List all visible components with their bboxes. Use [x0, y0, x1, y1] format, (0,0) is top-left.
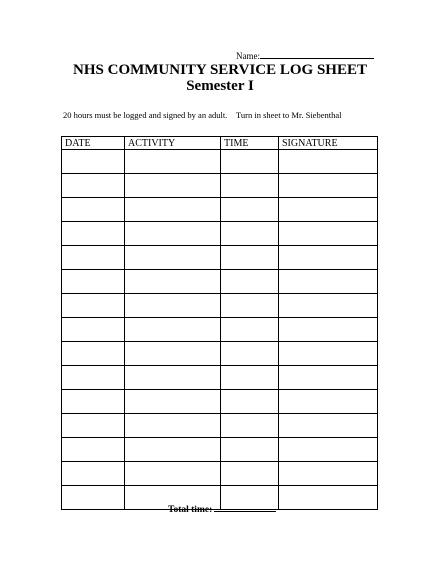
activity-cell[interactable] [125, 462, 221, 486]
name-blank-line[interactable] [260, 49, 374, 59]
column-header-activity: ACTIVITY [125, 137, 221, 150]
table-row [62, 270, 378, 294]
time-cell[interactable] [221, 414, 279, 438]
table-row [62, 462, 378, 486]
signature-cell[interactable] [279, 198, 378, 222]
date-cell[interactable] [62, 222, 125, 246]
table-row [62, 366, 378, 390]
signature-cell[interactable] [279, 342, 378, 366]
table-body [62, 150, 378, 510]
table-header-row [62, 137, 378, 150]
table-row [62, 390, 378, 414]
activity-cell[interactable] [125, 342, 221, 366]
time-cell[interactable] [221, 390, 279, 414]
signature-cell[interactable] [279, 294, 378, 318]
table-row [62, 414, 378, 438]
activity-cell[interactable] [125, 246, 221, 270]
activity-cell[interactable] [125, 390, 221, 414]
date-cell[interactable] [62, 270, 125, 294]
time-cell[interactable] [221, 366, 279, 390]
date-cell[interactable] [62, 246, 125, 270]
column-header-time: TIME [221, 137, 279, 150]
date-cell[interactable] [62, 462, 125, 486]
total-time-label: Total time: [168, 505, 213, 515]
table-row [62, 150, 378, 174]
signature-cell[interactable] [279, 486, 378, 510]
table-row [62, 342, 378, 366]
time-cell[interactable] [221, 462, 279, 486]
table-row [62, 318, 378, 342]
activity-cell[interactable] [125, 318, 221, 342]
activity-cell[interactable] [125, 198, 221, 222]
activity-cell[interactable] [125, 174, 221, 198]
column-header-date: DATE [62, 137, 125, 150]
service-log-table [61, 136, 378, 510]
total-time-blank-line[interactable] [214, 502, 276, 512]
hours-requirement-note: 20 hours must be logged and signed by an adult. [63, 110, 228, 120]
time-cell[interactable] [221, 150, 279, 174]
date-cell[interactable] [62, 486, 125, 510]
date-cell[interactable] [62, 174, 125, 198]
activity-cell[interactable] [125, 150, 221, 174]
time-cell[interactable] [221, 294, 279, 318]
date-cell[interactable] [62, 390, 125, 414]
activity-cell[interactable] [125, 414, 221, 438]
time-cell[interactable] [221, 198, 279, 222]
activity-cell[interactable] [125, 366, 221, 390]
time-cell[interactable] [221, 222, 279, 246]
time-cell[interactable] [221, 318, 279, 342]
signature-cell[interactable] [279, 174, 378, 198]
time-cell[interactable] [221, 342, 279, 366]
date-cell[interactable] [62, 366, 125, 390]
date-cell[interactable] [62, 342, 125, 366]
activity-cell[interactable] [125, 270, 221, 294]
table-row [62, 222, 378, 246]
signature-cell[interactable] [279, 222, 378, 246]
signature-cell[interactable] [279, 366, 378, 390]
signature-cell[interactable] [279, 246, 378, 270]
activity-cell[interactable] [125, 294, 221, 318]
date-cell[interactable] [62, 438, 125, 462]
table-row [62, 198, 378, 222]
date-cell[interactable] [62, 198, 125, 222]
time-cell[interactable] [221, 438, 279, 462]
table-row [62, 174, 378, 198]
total-time-field [168, 502, 276, 516]
date-cell[interactable] [62, 318, 125, 342]
table-row [62, 246, 378, 270]
activity-cell[interactable] [125, 222, 221, 246]
signature-cell[interactable] [279, 270, 378, 294]
signature-cell[interactable] [279, 438, 378, 462]
signature-cell[interactable] [279, 318, 378, 342]
signature-cell[interactable] [279, 150, 378, 174]
semester-title: Semester I [186, 78, 254, 94]
signature-cell[interactable] [279, 462, 378, 486]
date-cell[interactable] [62, 150, 125, 174]
turn-in-note: Turn in sheet to Mr. Siebenthal [236, 110, 342, 120]
time-cell[interactable] [221, 246, 279, 270]
signature-cell[interactable] [279, 390, 378, 414]
time-cell[interactable] [221, 174, 279, 198]
table-row [62, 438, 378, 462]
time-cell[interactable] [221, 270, 279, 294]
date-cell[interactable] [62, 414, 125, 438]
date-cell[interactable] [62, 294, 125, 318]
table-row [62, 294, 378, 318]
name-label: Name: [236, 51, 260, 61]
column-header-signature: SIGNATURE [279, 137, 378, 150]
page-title: NHS COMMUNITY SERVICE LOG SHEET [73, 62, 367, 78]
signature-cell[interactable] [279, 414, 378, 438]
activity-cell[interactable] [125, 438, 221, 462]
